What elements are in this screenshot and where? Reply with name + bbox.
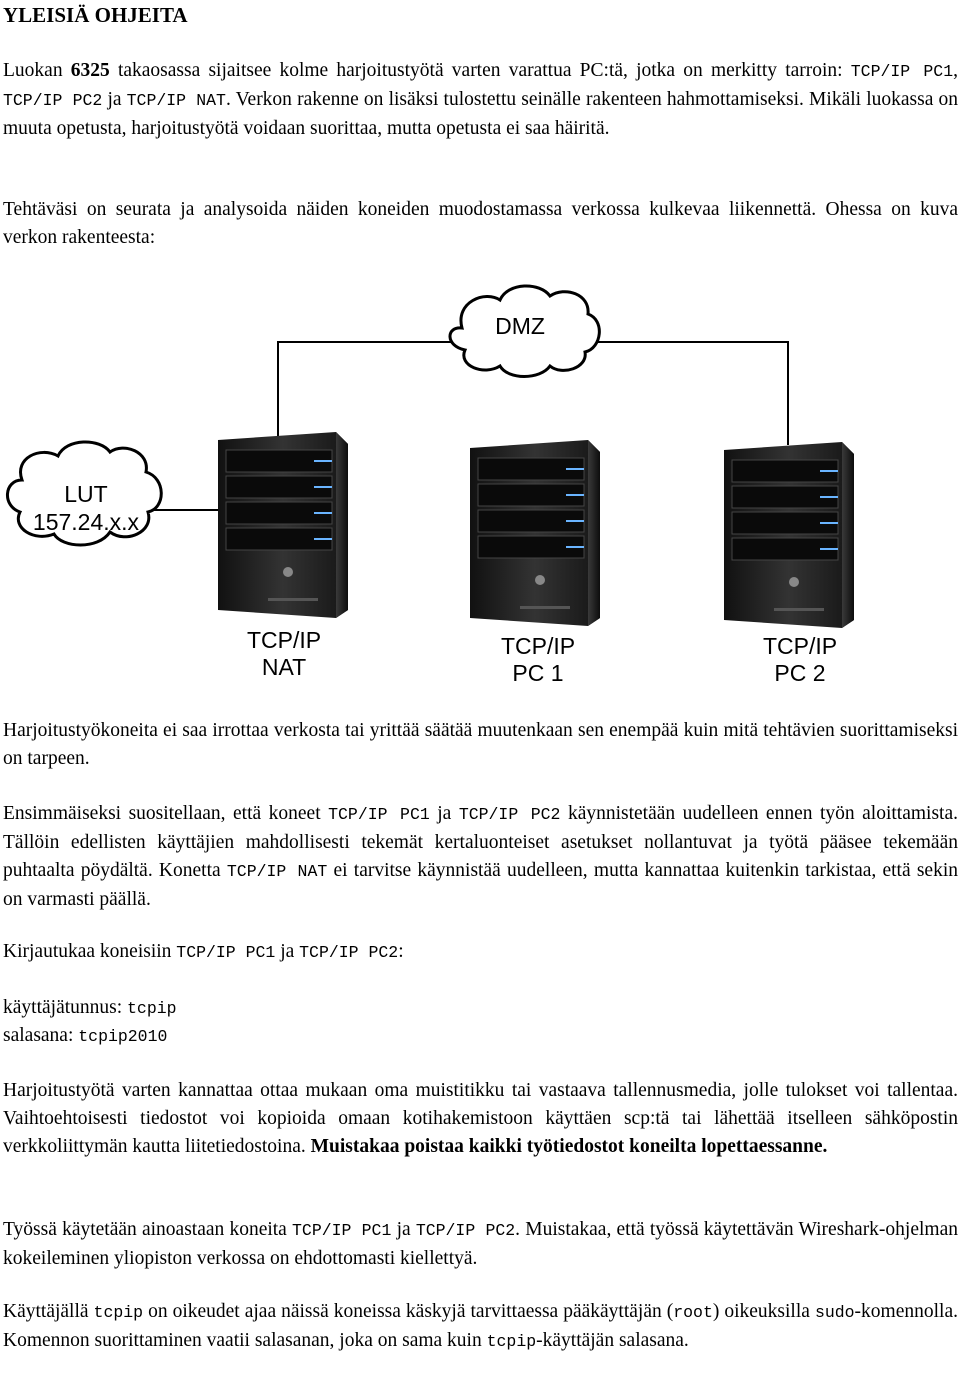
page-heading: YLEISIÄ OHJEITA — [3, 3, 188, 27]
machine-pc1: TCP/IP PC1 — [850, 62, 954, 81]
username-line: käyttäjätunnus: tcpip — [3, 997, 177, 1018]
pc1-label-line1: TCP/IP — [500, 633, 576, 659]
lut-label-line2: 157.24.x.x — [32, 509, 140, 535]
dmz-cloud — [450, 286, 599, 377]
intro-paragraph: Luokan 6325 takaosassa sijaitsee kolme harjoitustyötä varten varattua PC:tä, jotka on merkitty tarroin: TCP/IP PC1, TCP/IP PC2 ja TCP/IP NAT. Verkon rakenne on lisäksi tulostettu seinälle rakenteen hahmottamiseksi. Mikäli luokassa on muuta opetusta, harjoitustyötä voidaan suorittaa, mutta opetusta ei saa häiritä. — [3, 60, 958, 139]
login-paragraph: Kirjautukaa koneisiin TCP/IP PC1 ja TCP/IP PC2: — [3, 941, 404, 962]
lut-label-line1: LUT — [64, 481, 108, 507]
restart-paragraph: Ensimmäiseksi suositellaan, että koneet TCP/IP PC1 ja TCP/IP PC2 käynnistetään uudelleen ennen työn aloittamista. Tällöin edellisten käyttäjien mahdollisesti tekemät kertaluonteiset asetukset nollantuvat ja työtä pääsee tekemään puhtaalta pöydältä. Konetta TCP/IP NAT ei tarvitse käynnistää uudelleen, mutta kannattaa kuitenkin tarkistaa, että sekin on varmasti päällä. — [3, 803, 959, 910]
dmz-label: DMZ — [495, 313, 545, 339]
machine-pc1: TCP/IP PC1 — [328, 805, 430, 824]
machine-pc2: TCP/IP PC2 — [299, 943, 399, 962]
pc2-label-line1: TCP/IP — [762, 633, 838, 659]
machine-pc1: TCP/IP PC1 — [176, 943, 276, 962]
pc2-label-line2: PC 2 — [774, 660, 826, 686]
user-root: root — [673, 1303, 713, 1322]
delete-files-warning: Muistakaa poistaa kaikki työtiedostot koneilta lopettaessanne. — [310, 1136, 828, 1157]
nat-label-line2: NAT — [261, 654, 307, 680]
username-value: tcpip — [127, 999, 177, 1018]
password-value: tcpip2010 — [78, 1027, 168, 1046]
server-nat — [218, 432, 348, 618]
nat-label-line1: TCP/IP — [246, 627, 322, 653]
room-number: 6325 — [70, 60, 110, 81]
sudo-command: sudo — [814, 1303, 855, 1322]
server-pc1 — [470, 440, 600, 626]
server-pc2 — [724, 442, 854, 628]
hp-logo-icon — [789, 577, 799, 587]
sudo-paragraph: Käyttäjällä tcpip on oikeudet ajaa näissä koneissa käskyjä tarvittaessa pääkäyttäjän (root) oikeuksilla sudo-komennolla. Komennon suorittaminen vaatii salasanan, joka on sama kuin tcpip-käyttäjän salasana. — [3, 1301, 958, 1351]
pc1-label-line2: PC 1 — [512, 660, 564, 686]
machine-pc2: TCP/IP PC2 — [3, 91, 103, 110]
storage-paragraph: Harjoitustyötä varten kannattaa ottaa mukaan oma muistitikku tai vastaava tallennusmedia, jolle tulokset voi tallentaa. Vaihtoehtoisesti tiedostot voi kopioida omaan kotihakemistoon käyttäen scp:tä tai lähettää itselleen sähköpostin verkkoliittymän kautta liitetiedostoina. Muistakaa poistaa kaikki työtiedostot koneilta lopettaessanne. — [3, 1080, 958, 1157]
machine-pc2: TCP/IP PC2 — [415, 1221, 516, 1240]
machines-only-paragraph: Työssä käytetään ainoastaan koneita TCP/IP PC1 ja TCP/IP PC2. Muistakaa, että työssä käytettävän Wireshark-ohjelman kokeileminen yliopiston verkossa on ehdottomasti kiellettyä. — [3, 1219, 958, 1269]
password-line: salasana: tcpip2010 — [3, 1025, 168, 1046]
no-disconnect-paragraph: Harjoitustyökoneita ei saa irrottaa verkosta tai yrittää säätää muutenkaan sen enempää kuin mitä tehtävien suorittamiseksi on tarpeen. — [3, 720, 958, 769]
hp-logo-icon — [535, 575, 545, 585]
machine-nat: TCP/IP NAT — [226, 862, 328, 881]
task-paragraph: Tehtäväsi on seurata ja analysoida näiden koneiden muodostamassa verkossa kulkevaa liikennettä. Ohessa on kuva verkon rakenteesta: — [3, 199, 958, 248]
network-diagram — [0, 280, 960, 700]
machine-nat: TCP/IP NAT — [126, 91, 226, 110]
lut-cloud — [7, 442, 161, 545]
hp-logo-icon — [283, 567, 293, 577]
machine-pc2: TCP/IP PC2 — [458, 805, 561, 824]
user-tcpip: tcpip — [93, 1303, 144, 1322]
user-tcpip: tcpip — [486, 1332, 537, 1351]
machine-pc1: TCP/IP PC1 — [292, 1221, 392, 1240]
